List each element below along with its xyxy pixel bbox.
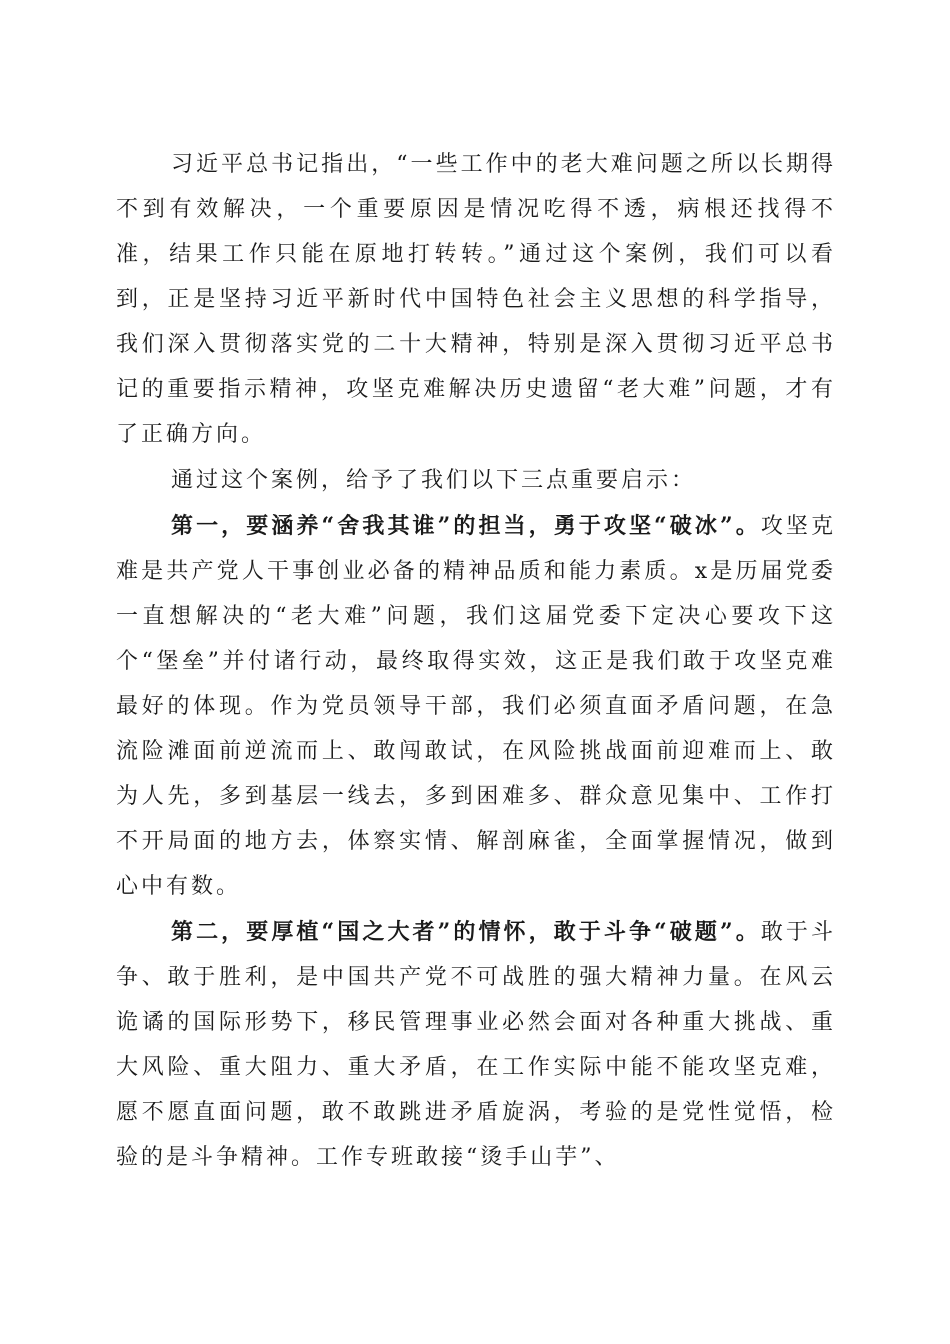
paragraph-3 — [116, 504, 836, 909]
paragraph-1 — [116, 142, 836, 457]
paragraph-2-text: 通过这个案例，给予了我们以下三点重要启示： — [171, 468, 697, 493]
paragraph-4-text: 敢于斗争、敢于胜利，是中国共产党不可战胜的强大精神力量。在风云诡谲的国际形势下，移民管理事业必然会面对各种重大挑战、重大风险、重大阻力、重大矛盾，在工作实际中能不能攻坚克难，愿不愿直面问题，敢不敢跳进矛盾旋涡，考验的是党性觉悟，检验的是斗争精神。工作专班敢接“烫手山芋”、 — [116, 920, 836, 1170]
paragraph-4-heading: 第二，要厚植“国之大者”的情怀，敢于斗争“破题”。 — [171, 919, 761, 945]
paragraph-3-text: 攻坚克难是共产党人干事创业必备的精神品质和能力素质。x是历届党委一直想解决的“老大难”问题，我们这届党委下定决心要攻下这个“堡垒”并付诸行动，最终取得实效，这正是我们敢于攻坚克难最好的体现。作为党员领导干部，我们必须直面矛盾问题，在急流险滩面前逆流而上、敢闯敢试，在风险挑战面前迎难而上、敢为人先，多到基层一线去，多到困难多、群众意见集中、工作打不开局面的地方去，体察实情、解剖麻雀，全面掌握情况，做到心中有数。 — [116, 514, 836, 899]
paragraph-2 — [116, 458, 836, 503]
paragraph-1-text: 习近平总书记指出，“一些工作中的老大难问题之所以长期得不到有效解决，一个重要原因是情况吃得不透，病根还找得不准，结果工作只能在原地打转转。”通过这个案例，我们可以看到，正是坚持习近平新时代中国特色社会主义思想的科学指导，我们深入贯彻落实党的二十大精神，特别是深入贯彻习近平总书记的重要指示精神，攻坚克难解决历史遗留“老大难”问题，才有了正确方向。 — [116, 152, 836, 447]
paragraph-3-heading: 第一，要涵养“舍我其谁”的担当，勇于攻坚“破冰”。 — [171, 513, 761, 539]
paragraph-4 — [116, 910, 836, 1180]
document-page — [116, 142, 836, 1180]
